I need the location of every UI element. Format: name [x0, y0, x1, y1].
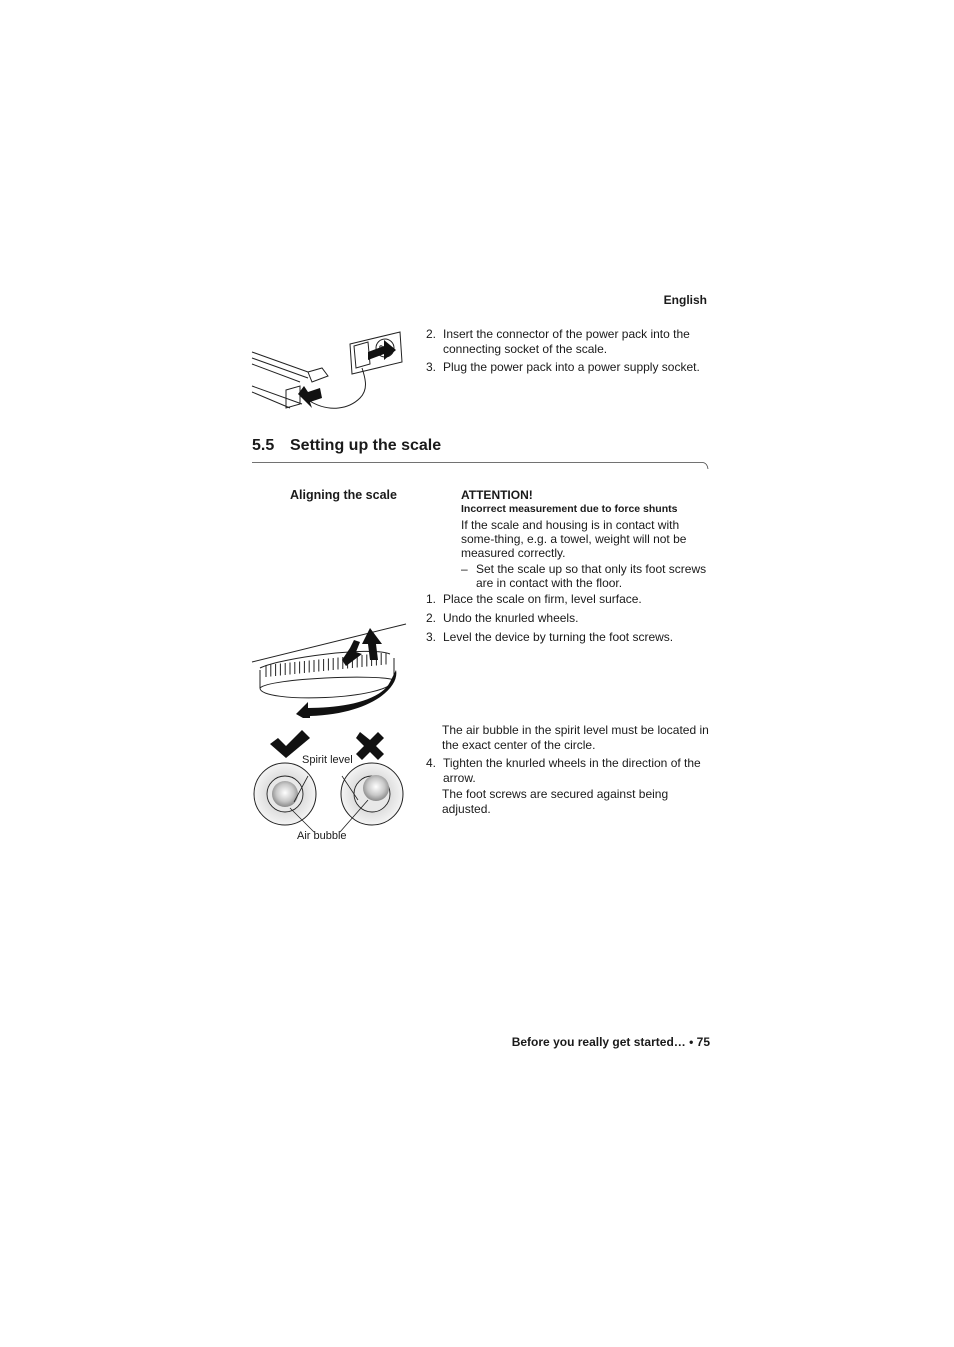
- step-number: 1.: [425, 592, 436, 606]
- attention-box: [461, 488, 713, 590]
- subheading-aligning: Aligning the scale: [290, 488, 397, 502]
- air-bubble-label: Air bubble: [297, 830, 347, 842]
- section-rule: [252, 461, 712, 473]
- step-number: 3.: [425, 360, 436, 374]
- dash-mark: –: [461, 562, 468, 576]
- step-text: Place the scale on firm, level surface.: [443, 592, 642, 606]
- step-4: [422, 756, 712, 788]
- attention-dash-item: [461, 562, 713, 590]
- section-number: 5.5: [252, 437, 275, 454]
- spirit-level-correct: [254, 763, 316, 825]
- step-text: Insert the connector of the power pack into the connecting socket of the scale.: [443, 327, 690, 356]
- step-number: 3.: [425, 630, 436, 644]
- step-text: Tighten the knurled wheels in the direction of the arrow.: [443, 756, 701, 785]
- power-connection-illustration: [250, 328, 410, 412]
- step-number: 2.: [425, 611, 436, 625]
- step-number: 4.: [425, 756, 436, 770]
- section-heading: [252, 437, 441, 455]
- top-step-3: [422, 360, 712, 376]
- step-3: [422, 630, 712, 646]
- spirit-level-label: Spirit level: [302, 754, 353, 766]
- attention-heading: ATTENTION!: [461, 488, 533, 502]
- step-number: 2.: [425, 327, 436, 341]
- bubble-note: The air bubble in the spirit level must be located in the exact center of the circle.: [442, 723, 709, 752]
- top-step-2: [422, 327, 712, 359]
- step-text: Undo the knurled wheels.: [443, 611, 579, 625]
- spirit-level-illustration: [250, 726, 410, 838]
- cross-icon: [356, 732, 384, 760]
- attention-subtitle: Incorrect measurement due to force shunts: [461, 503, 678, 515]
- page-footer: Before you really get started… • 75: [511, 1035, 710, 1049]
- spirit-level-incorrect: [341, 763, 403, 825]
- language-label: English: [663, 293, 707, 307]
- dash-text: Set the scale up so that only its foot screws are in contact with the floor.: [476, 562, 707, 590]
- step4-note: The foot screws are secured against being adjusted.: [442, 787, 669, 816]
- step-1: [422, 592, 712, 608]
- step-text: Plug the power pack into a power supply socket.: [443, 360, 700, 374]
- step-text: Level the device by turning the foot screws.: [443, 630, 674, 644]
- attention-text: If the scale and housing is in contact with some-thing, e.g. a towel, weight will not be measured correctly.: [461, 518, 687, 560]
- section-title: Setting up the scale: [290, 437, 442, 454]
- foot-screw-illustration: [250, 618, 410, 718]
- step-2: [422, 611, 712, 627]
